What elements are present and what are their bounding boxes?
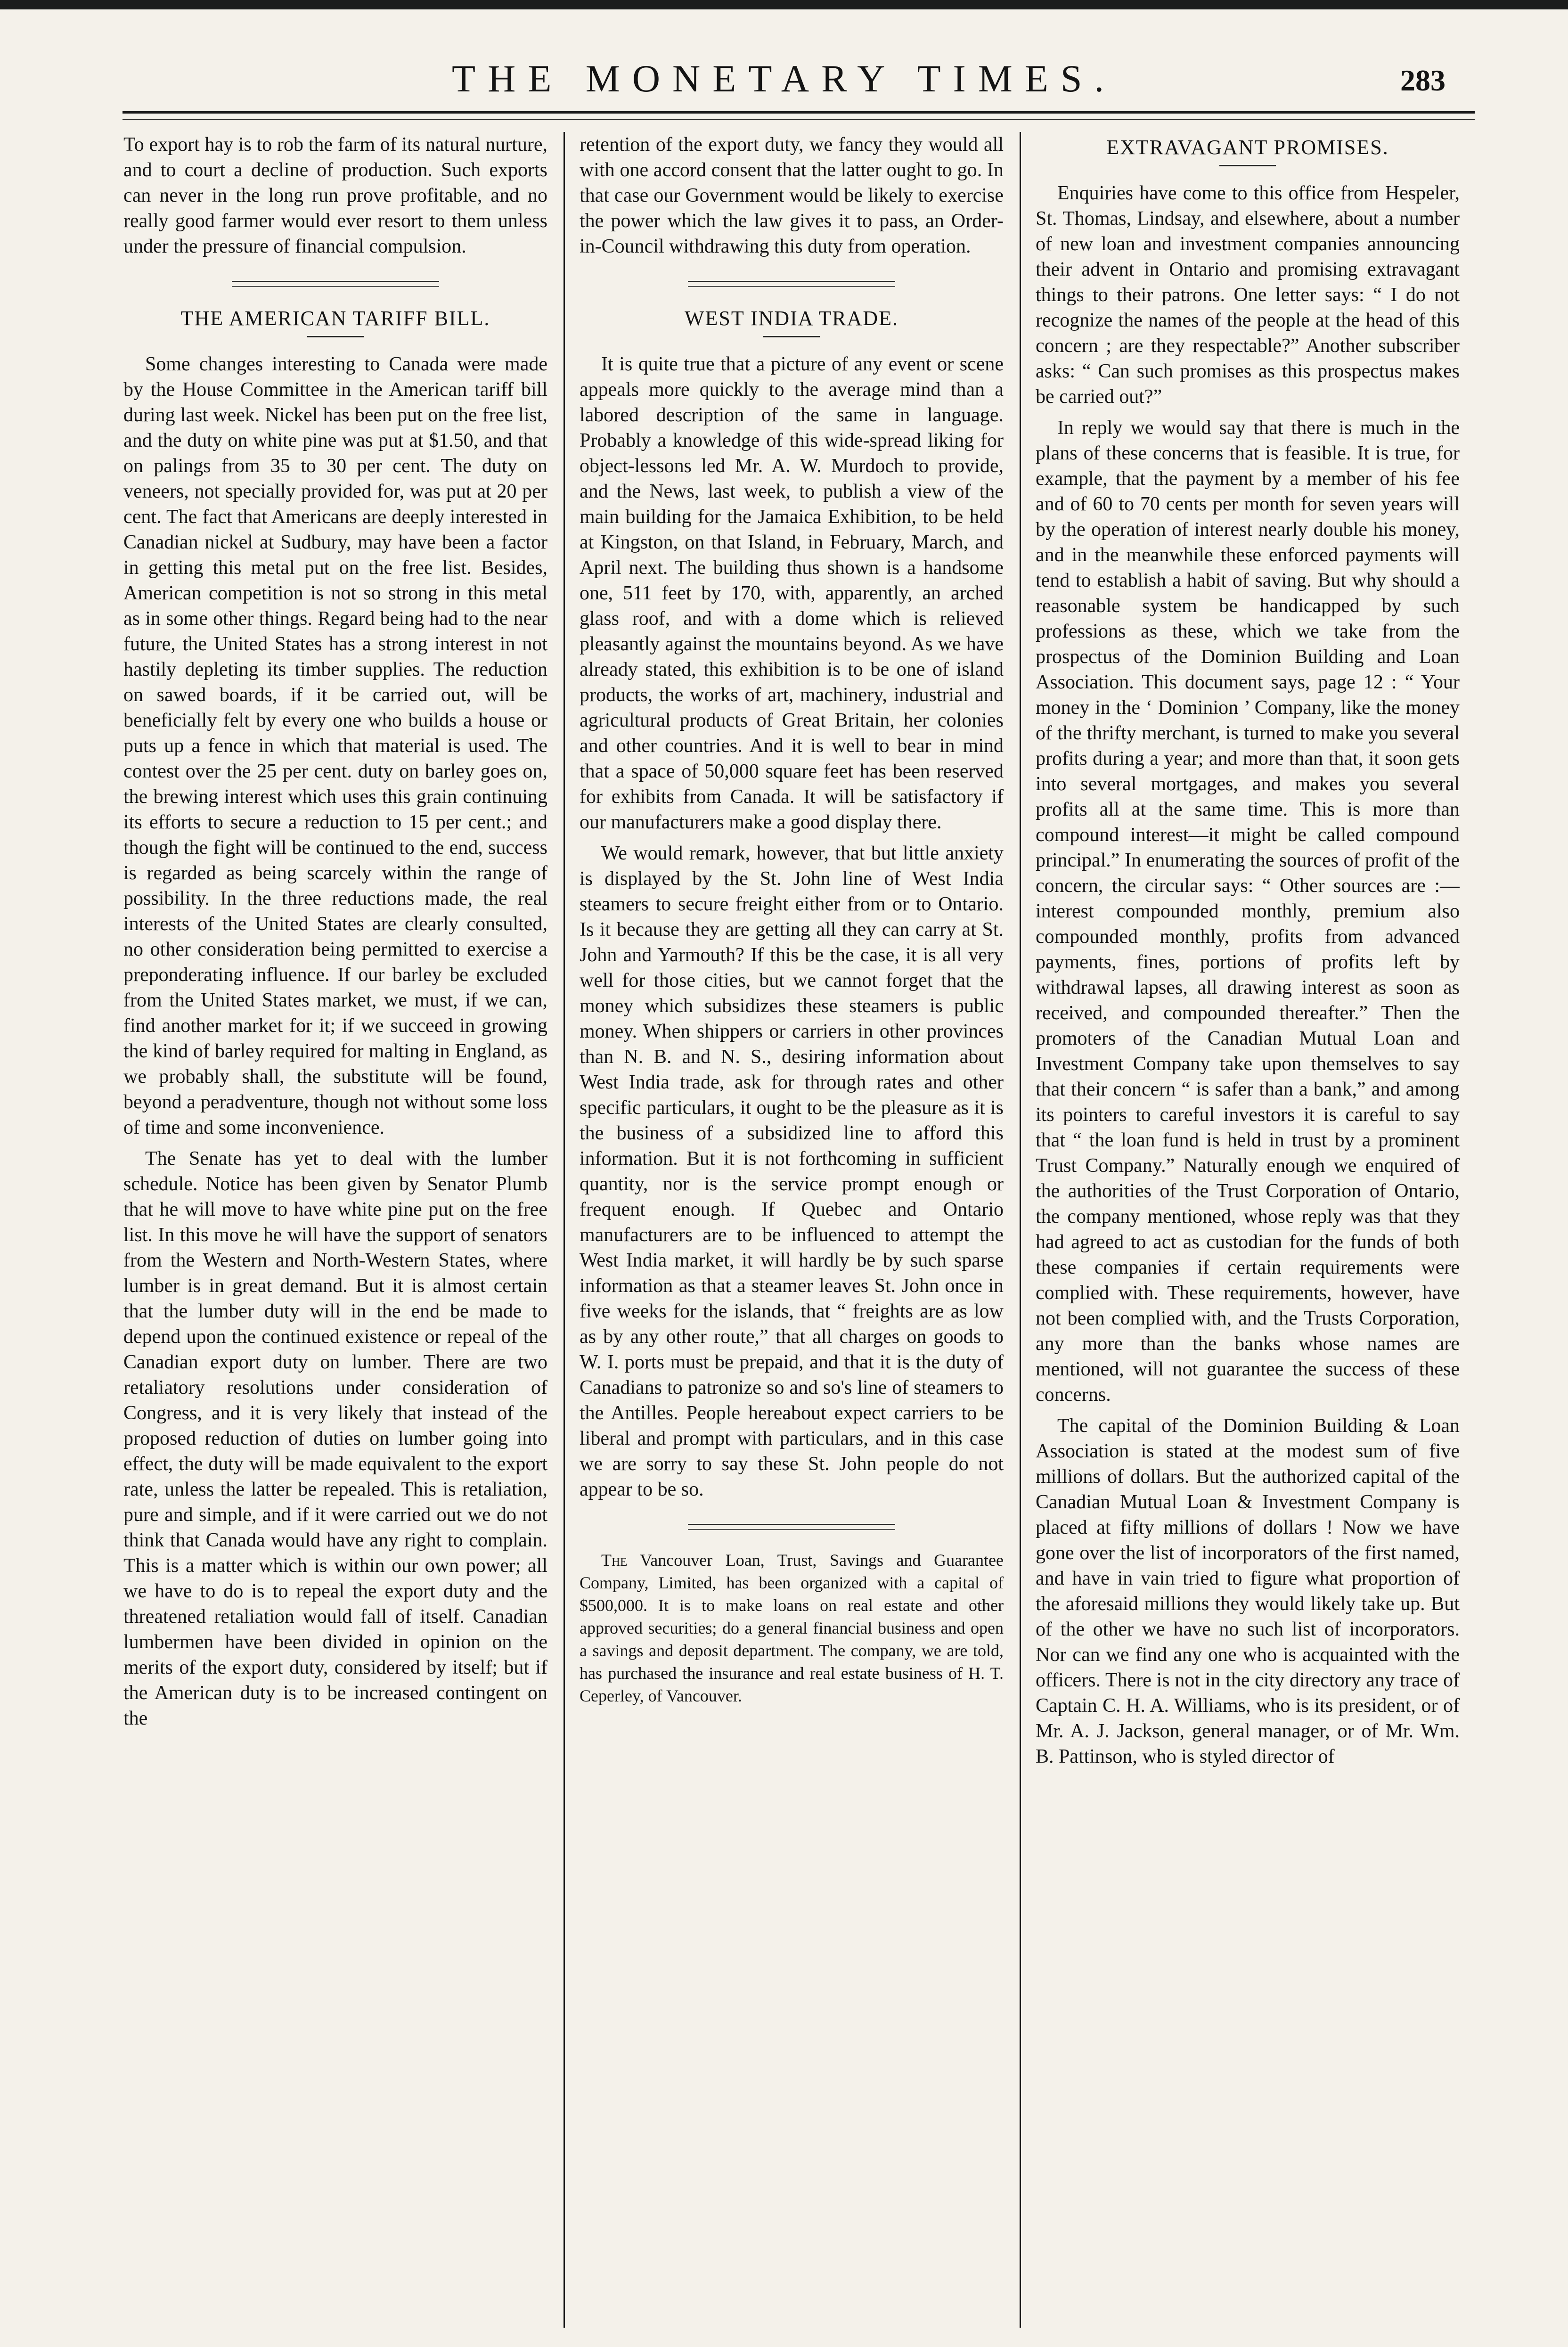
column-2 [580,132,1004,2328]
column-divider [564,132,565,2328]
paragraph: The Senate has yet to deal with the lumber schedule. Notice has been given by Senator Plumb that he will move to have white pine put on the free list. In this move he will have the support of senators from the Western and North-Western States, where lumber is in great demand. But it is almost certain that the lumber duty will in the end be made to depend upon the continued existence or repeal of the Canadian export duty on lumber. There are two retaliatory resolutions under consideration of Congress, and it is very likely that instead of the proposed reduction of duties on lumber going into effect, the duty will be made equivalent to the export rate, unless the latter be repealed. This is retaliation, pure and simple, and if it were carried out we do not think that Canada would have any right to complain. This is a matter which is within our own power; all we have to do is to repeal the export duty and the threatened retaliation would fall of itself. Canadian lumbermen have been divided in opinion on the merits of the export duty, considered by itself; but if the American duty is to be increased contingent on the [123,1148,547,1729]
section-separator [232,281,439,287]
paragraph: It is quite true that a picture of any event or scene appeals more quickly to the average mind than a labored description of the same in language. Probably a knowledge of this wide-spread liking for object-lessons led Mr. A. W. Murdoch to provide, and the News, last week, to publish a view of the main building for the Jamaica Exhibition, to be held at Kingston, on that Island, in February, March, and April next. The building thus shown is a handsome one, 511 feet by 170, with, apparently, an arched glass roof, and with a dome which is relieved pleasantly against the mountains beyond. As we have already stated, this exhibition is to be one of island products, the works of art, machinery, industrial and agricultural products of Great Britain, her colonies and other countries. And it is well to bear in mind that a space of 50,000 square feet has been reserved for exhibits from Canada. It will be satisfactory if our manufacturers make a good display there. [580,353,1004,833]
heading-rule [307,336,364,337]
page-number: 283 [1400,64,1446,97]
article-heading: WEST INDIA TRADE. [684,307,899,330]
paragraph: To export hay is to rob the farm of its natural nurture, and to court a decline of production. Such exports can never in the long run prove profitable, and no really good farmer would ever resort to them unless under the pressure of financial compulsion. [123,134,547,257]
heading-rule [1219,165,1276,166]
paragraph: The capital of the Dominion Building & Loan Association is stated at the modest sum of five millions of dollars. But the authorized capital of the Canadian Mutual Loan & Investment Company is placed at fifty millions of dollars ! Now we have gone over the list of incorporators of the first named, and have in vain tried to figure what proportion of the aforesaid millions they would likely take up. But of the other we have no such list of incorporators. Nor can we find any one who is acquainted with the officers. There is not in the city directory any trace of Captain C. H. A. Williams, who is its president, or of Mr. A. J. Jackson, general manager, or of Mr. Wm. B. Pattinson, who is styled director of [1036,1415,1460,1767]
masthead: THE MONETARY TIMES. [452,57,1116,100]
paragraph: retention of the export duty, we fancy they would all with one accord consent that the latter ought to go. In that case our Government would be likely to exercise the power which the law gives it to pass, an Order-in-Council withdrawing this duty from operation. [580,134,1004,257]
section-separator [688,1524,895,1530]
header-rule-thin [122,119,1475,120]
news-notice [580,1549,1004,1707]
paragraph: Some changes interesting to Canada were made by the House Committee in the American tariff bill during last week. Nickel has been put on the free list, and the duty on white pine was put at $1.50, and that on palings from 35 to 30 per cent. The duty on veneers, not specially provided for, was put at 20 per cent. The fact that Americans are deeply interested in Canadian nickel at Sudbury, may have been a factor in getting this metal put on the free list. Besides, American competition is not so strong in this metal as in some other things. Regard being had to the near future, the United States has a strong interest in not hastily depleting its timber supplies. The reduction on sawed boards, if it be carried out, will be beneficially felt by every one who builds a house or puts up a fence in which that material is used. The contest over the 25 per cent. duty on barley goes on, the brewing interest which uses this grain continuing its efforts to secure a reduction to 15 per cent.; and though the fight will be continued to the end, success is regarded as being scarcely within the range of possibility. In the three reductions made, the real interests of the United States are clearly consulted, no other consideration being permitted to exercise a preponderating influence. If our barley be excluded from the United States market, we must, if we can, find another market for it; if we succeed in growing the kind of barley required for malting in England, as we probably shall, the substitute will be found, beyond a peradventure, though not without some loss of time and some inconvenience. [123,353,547,1138]
column-1 [123,132,547,2328]
article-heading: THE AMERICAN TARIFF BILL. [180,307,490,330]
paragraph: We would remark, however, that but little anxiety is displayed by the St. John line of West India steamers to secure freight either from or to Ontario. Is it because they are getting all they can carry at St. John and Yarmouth? If this be the case, it is all very well for those cities, but we cannot forget that the money which subsidizes these steamers is public money. When shippers or carriers in other provinces than N. B. and N. S., desiring information about West India trade, ask for through rates and other specific particulars, it ought to be the pleasure as it is the business of a subsidized line to afford this information. But it is not forthcoming in sufficient quantity, nor is the service prompt enough or frequent enough. If Quebec and Ontario manufacturers are to be influenced to attempt the West India market, it will hardly be by such sparse information as that a steamer leaves St. John once in five weeks for the islands, that “ freights are as low as by any other route,” that all charges on goods to W. I. ports must be prepaid, and that it is the duty of Canadians to patronize so and so's line of steamers to the Antilles. People hereabout expect carriers to be liberal and prompt with particulars, and in this case we are sorry to say these St. John people do not appear to be so. [580,842,1004,1500]
heading-rule [763,336,820,337]
notice-lead: The [601,1551,628,1570]
page-top-edge [0,0,1568,9]
column-3 [1036,132,1460,2328]
page-header [0,53,1568,109]
paragraph: Enquiries have come to this office from Hespeler, St. Thomas, Lindsay, and elsewhere, about a number of new loan and investment companies announcing their advent in Ontario and promising extravagant things to their patrons. One letter says: “ I do not recognize the names of the people at the head of this concern ; are they respectable?” Another subscriber asks: “ Can such promises as this prospectus makes be carried out?” [1036,182,1460,408]
notice-text: Vancouver Loan, Trust, Savings and Guarantee Company, Limited, has been organized with a capital of $500,000. It is to make loans on real estate and other approved securities; do a general financial business and open a savings and deposit department. The company, we are told, has purchased the insurance and real estate business of H. T. Ceperley, of Vancouver. [580,1551,1004,1705]
header-rule [122,111,1475,114]
section-separator [688,281,895,287]
column-divider [1020,132,1021,2328]
paragraph: In reply we would say that there is much in the plans of these concerns that is feasible. It is true, for example, that the payment by a member of his fee and of 60 to 70 cents per month for seven years will by the operation of interest nearly double his money, and in the meanwhile these enforced payments will tend to establish a habit of saving. But why should a reasonable system be handicapped by such professions as these, which we take from the prospectus of the Dominion Building and Loan Association. This document says, page 12 : “ Your money in the ‘ Dominion ’ Company, like the money of the thrifty merchant, is turned to make you several profits during a year; and more than that, it soon gets into several mortgages, and makes you several profits all at the same time. This is more than compound interest—it might be called compound principal.” In enumerating the sources of profit of the concern, the circular says: “ Other sources are :—interest compounded monthly, premium also compounded monthly, profits from advanced payments, fines, portions of profits left by withdrawal lapses, all drawing interest as soon as received, and compounded thereafter.” Then the promoters of the Canadian Mutual Loan and Investment Company take upon themselves to say that their concern “ is safer than a bank,” and among its pointers to careful investors it is careful to say that “ the loan fund is held in trust by a prominent Trust Company.” Naturally enough we enquired of the authorities of the Trust Corporation of Ontario, the company mentioned, whose reply was that they had agreed to act as custodian for the funds of both these companies if certain requirements were complied with. These requirements, however, have not been complied with, and the Trusts Corporation, any more than the banks whose names are mentioned, will not guarantee the success of these concerns. [1036,417,1460,1406]
article-heading: EXTRAVAGANT PROMISES. [1106,136,1389,159]
